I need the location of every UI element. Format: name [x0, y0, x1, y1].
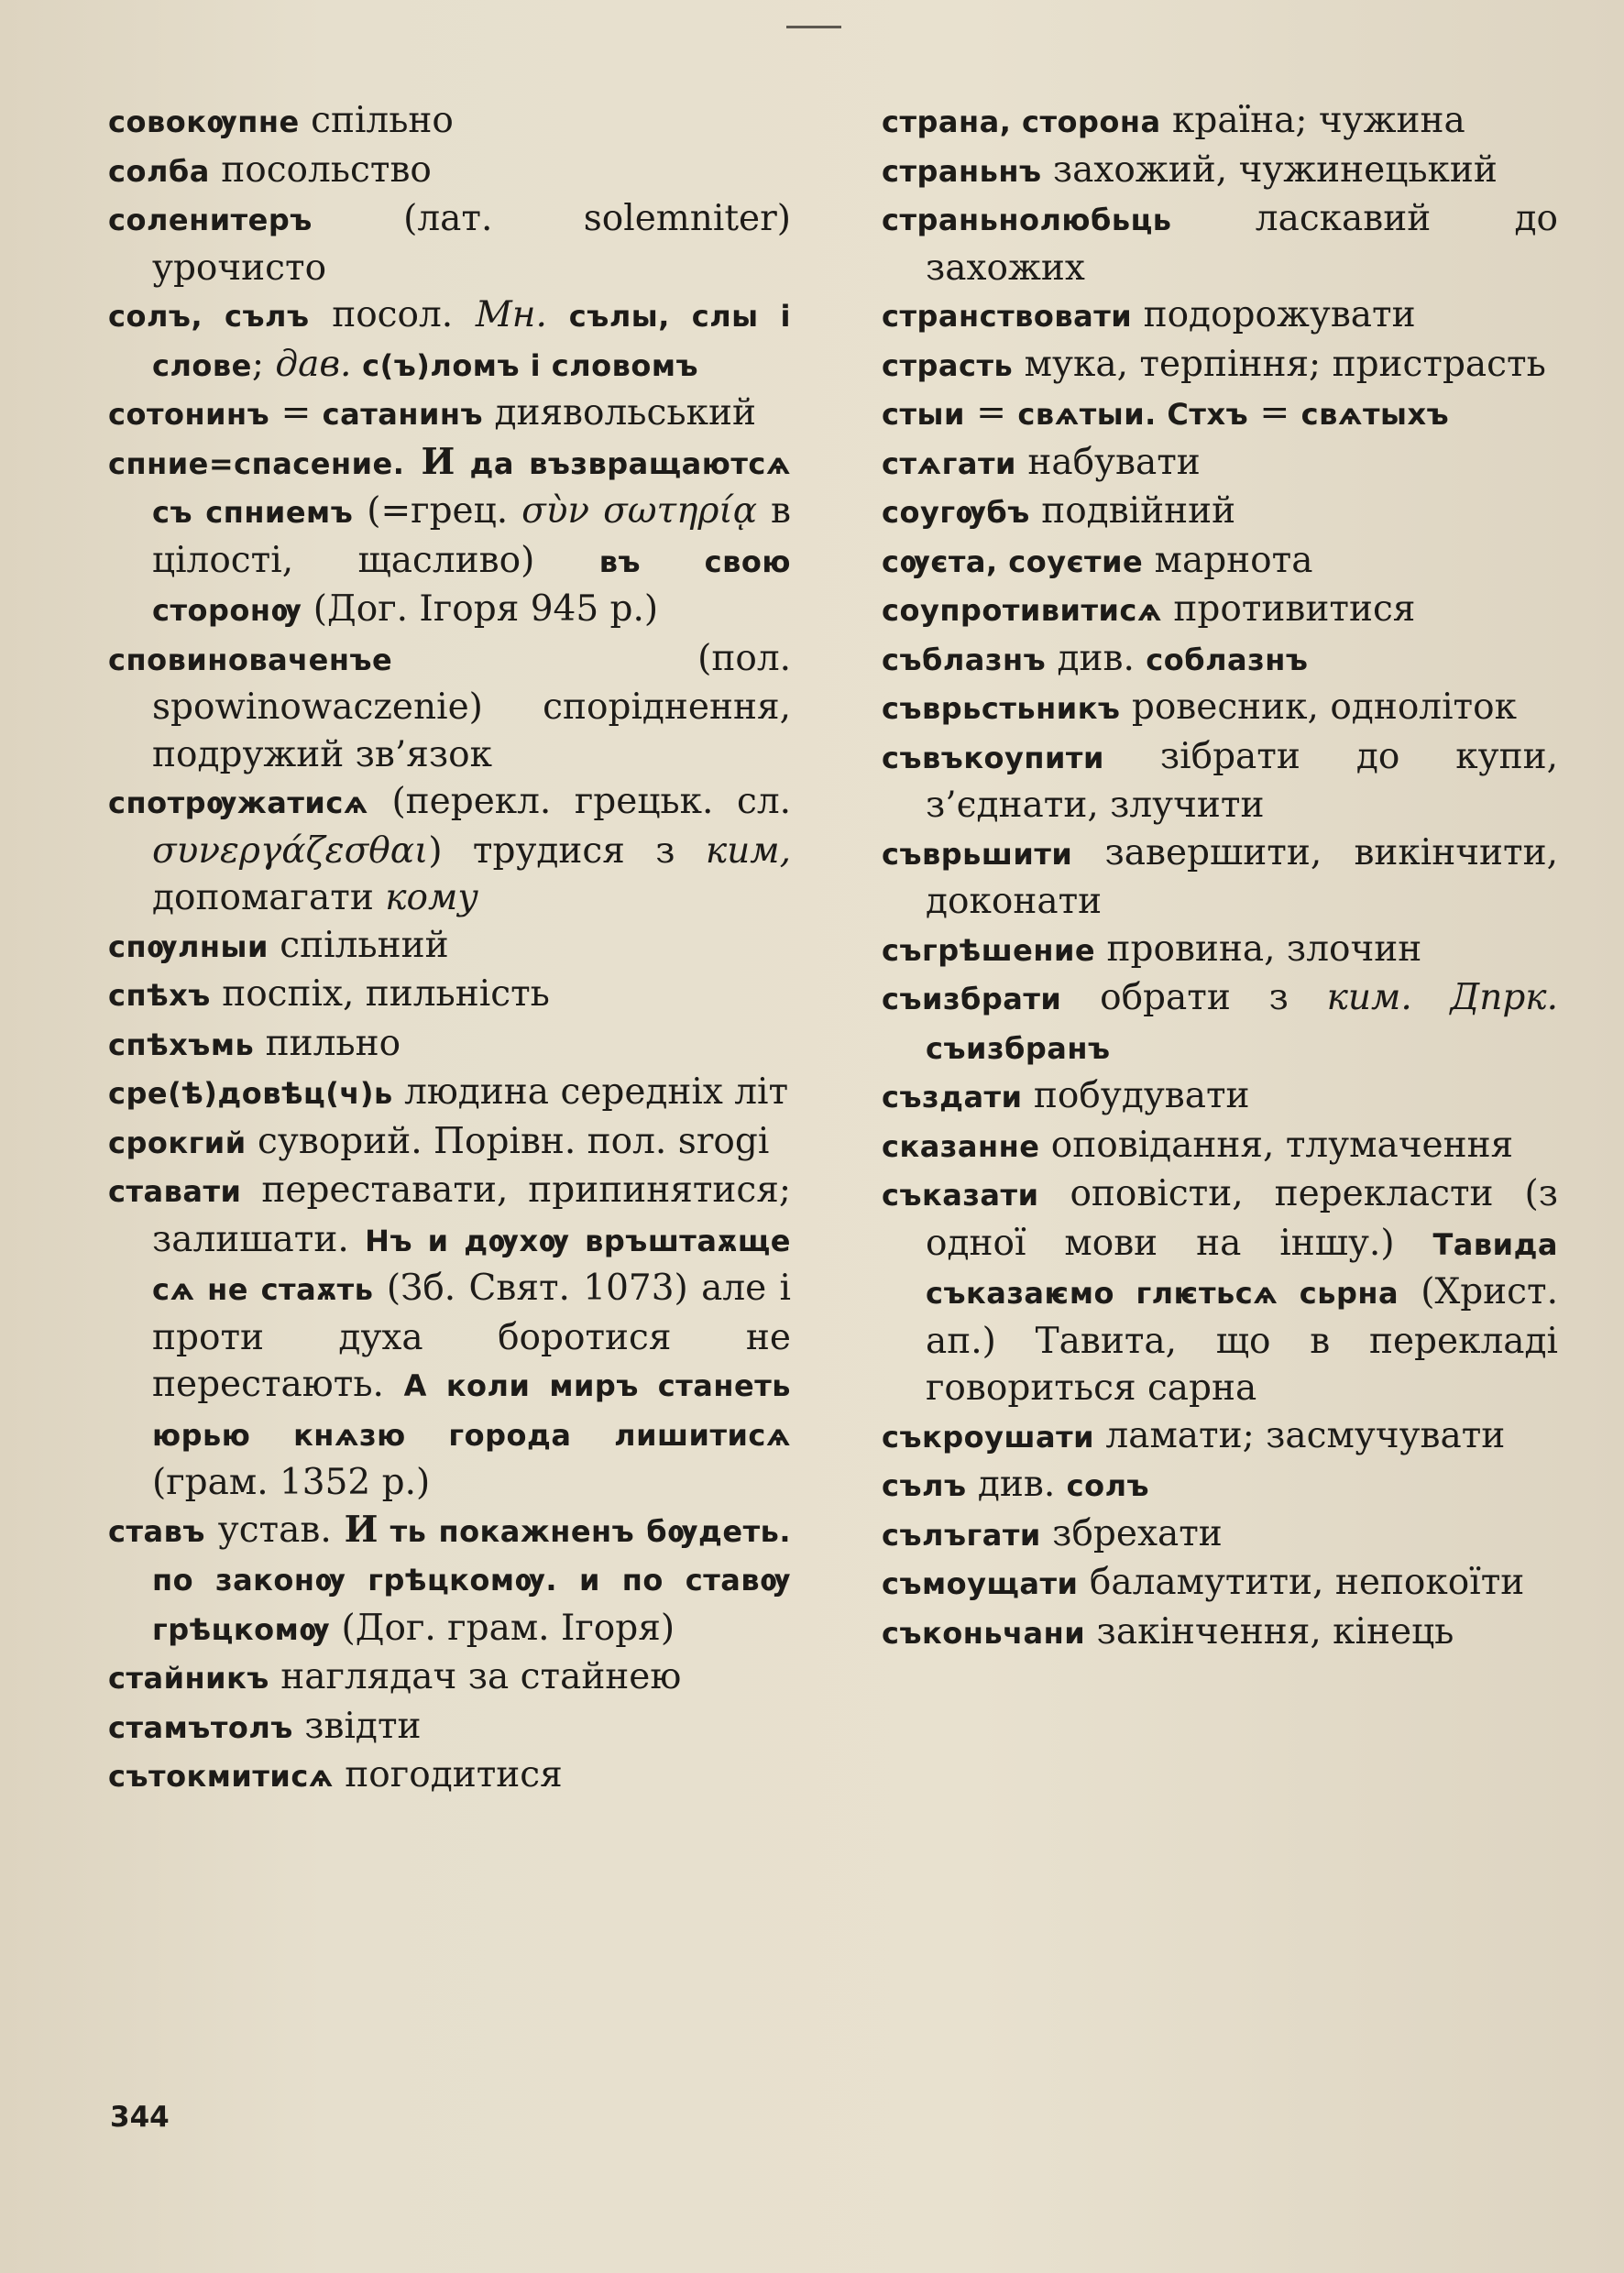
- definition-text: захожий, чужинецький: [1041, 148, 1498, 191]
- definition-text: =: [1248, 392, 1301, 434]
- headword: създати: [882, 1080, 1023, 1115]
- dictionary-entry: [108, 635, 791, 779]
- dictionary-entry: [882, 1170, 1558, 1412]
- headword: спѣхъмь: [108, 1027, 255, 1062]
- headword: спѹлныи: [108, 928, 269, 964]
- old-slavonic-text: въ свою сторонѹ: [152, 544, 791, 628]
- dictionary-entry: [882, 488, 1558, 537]
- dictionary-entry: [108, 1703, 791, 1752]
- definition-text: =: [269, 392, 323, 434]
- definition-text: спільно: [299, 100, 454, 141]
- headword: сказанне: [882, 1128, 1040, 1164]
- old-slavonic-text: сълы, слы і слове: [152, 299, 791, 383]
- dictionary-entry: [108, 1069, 791, 1118]
- headword: страньнъ: [882, 153, 1042, 189]
- definition-text: поспіх, пильність: [210, 973, 550, 1015]
- definition-text: провина, злочин: [1095, 928, 1422, 970]
- old-slavonic-text: сатанинъ: [322, 397, 484, 432]
- headword: соупротивитисѧ: [882, 593, 1163, 628]
- headword: совокѹпне: [108, 104, 300, 139]
- definition-text: диявольський: [483, 392, 756, 434]
- definition-text: зібрати до купи, з’єднати, злучити: [926, 735, 1558, 826]
- headword: сре(ѣ)довѣц(ч)ь: [108, 1076, 393, 1111]
- definition-text: ласкавий до захожих: [926, 198, 1558, 289]
- definition-text: ламати; засмучувати: [1094, 1414, 1506, 1456]
- dictionary-entry: [108, 195, 791, 291]
- dictionary-entry: [108, 1167, 791, 1507]
- dictionary-entry: [108, 778, 791, 922]
- dictionary-entry: [108, 922, 791, 972]
- dictionary-entry: [882, 1559, 1558, 1609]
- definition-text: пильно: [254, 1022, 401, 1064]
- dictionary-entry: [882, 147, 1558, 196]
- headword: ставъ: [108, 1513, 205, 1549]
- dictionary-entry: [882, 390, 1558, 439]
- headword: съизбрати: [882, 982, 1062, 1016]
- definition-text: обрати з: [1061, 977, 1327, 1018]
- definition-text: посол.: [309, 294, 476, 335]
- definition-text: закінчення, кінець: [1085, 1610, 1454, 1653]
- headword: солъ, сълъ: [108, 299, 310, 334]
- dictionary-entry: [882, 635, 1558, 685]
- headword: сѹєта, соуєтие: [882, 544, 1144, 579]
- italic-text: дав.: [275, 343, 352, 385]
- headword: съказати: [882, 1178, 1039, 1213]
- headword: съблазнъ: [882, 642, 1047, 677]
- definition-text: марнота: [1143, 539, 1313, 581]
- old-slavonic-text: свѧтыи. Стхъ: [1017, 397, 1249, 432]
- definition-text: допомагати: [152, 877, 386, 918]
- old-slavonic-text: ть покажненъ бѹдеть. по законѹ грѣцкомѹ. и по ставѹ грѣцкомѹ: [152, 1513, 792, 1647]
- italic-text: Мн.: [475, 294, 547, 335]
- headword: страна, сторона: [882, 104, 1161, 139]
- headword: съкроушати: [882, 1419, 1095, 1455]
- dictionary-entry: [108, 147, 791, 196]
- right-column: [882, 97, 1558, 1657]
- definition-text: противитися: [1162, 588, 1416, 630]
- dictionary-entry: [882, 195, 1558, 291]
- definition-text: оповісти, перекласти (з одної мови на іншу.): [926, 1173, 1558, 1264]
- old-slavonic-text: да възвращаютсѧ съ спниемъ: [152, 445, 791, 530]
- headword: солба: [108, 153, 210, 189]
- headword: страсть: [882, 347, 1014, 383]
- definition-text: спільний: [268, 924, 449, 966]
- definition-text: =: [964, 392, 1018, 434]
- definition-text: див.: [966, 1464, 1067, 1505]
- headword: спние=спасение.: [108, 445, 405, 481]
- headword: сътокмитисѧ: [108, 1759, 334, 1794]
- definition-text: погодитися: [333, 1754, 563, 1795]
- definition-text: подорожувати: [1132, 294, 1416, 335]
- headword: спѣхъ: [108, 978, 211, 1013]
- old-slavonic-text: А коли миръ станеть юрью кнѧзю города лишитисѧ: [152, 1368, 791, 1453]
- headword: соугѹбъ: [882, 495, 1030, 530]
- definition-text: побудувати: [1022, 1075, 1250, 1116]
- old-slavonic-text: съизбранъ: [926, 1030, 1111, 1066]
- definition-text: людина середніх літ: [392, 1071, 789, 1113]
- definition-text: баламутити, непокоїти: [1078, 1562, 1525, 1603]
- headword: соленитеръ: [108, 203, 313, 237]
- headword: стыи: [882, 397, 965, 432]
- definition-text: звідти: [292, 1705, 422, 1747]
- headword: сълъгати: [882, 1517, 1041, 1553]
- headword: стѧгати: [882, 445, 1016, 481]
- italic-text: кому: [385, 877, 478, 918]
- dictionary-entry: [108, 439, 791, 635]
- old-slavonic-text: Нъ и дѹхѹ връштаѫще сѧ не стаѫть: [152, 1223, 791, 1307]
- dictionary-entry: [108, 97, 791, 147]
- definition-text: подвійний: [1029, 490, 1236, 532]
- headword: спотрѹжатисѧ: [108, 785, 368, 820]
- dictionary-entry: [882, 341, 1558, 390]
- dictionary-entry: [108, 1751, 791, 1801]
- headword: стамътолъ: [108, 1709, 293, 1745]
- dictionary-entry: [882, 1461, 1558, 1510]
- italic-text: συνεργάζεσθαι: [152, 829, 429, 872]
- definition-text: (пол. spowinowaczenie) споріднення, подружий зв’язок: [152, 637, 791, 775]
- dictionary-entry: [882, 1412, 1558, 1462]
- left-column: [108, 97, 791, 1801]
- definition-text: (Дог. грам. Ігоря): [330, 1607, 675, 1649]
- dictionary-entry: [882, 537, 1558, 587]
- definition-text: устав.: [204, 1509, 345, 1551]
- headword: съмоущати: [882, 1566, 1079, 1601]
- headword: сповиноваченъе: [108, 642, 393, 677]
- definition-text: посольство: [209, 148, 432, 191]
- headword: странствовати: [882, 299, 1133, 334]
- headword: съконьчани: [882, 1615, 1086, 1651]
- dictionary-entry: [108, 971, 791, 1020]
- dictionary-entry: [882, 1072, 1558, 1122]
- headword: съвъкоупити: [882, 740, 1104, 775]
- bold-text: И: [344, 1508, 379, 1551]
- old-slavonic-text: солъ: [1066, 1468, 1150, 1503]
- old-slavonic-text: свѧтыхъ: [1300, 397, 1450, 432]
- definition-text: в цілості, щасливо): [152, 490, 791, 581]
- dictionary-entry: [882, 291, 1558, 341]
- headword: страньнолюбьць: [882, 203, 1172, 237]
- dictionary-entry: [108, 1118, 791, 1168]
- definition-text: ровесник, одноліток: [1120, 686, 1517, 728]
- headword: срокгий: [108, 1125, 247, 1160]
- dictionary-entry: [882, 1510, 1558, 1560]
- definition-text: (перекл. грецьк. сл.: [368, 781, 791, 822]
- definition-text: (грам. 1352 р.): [152, 1462, 431, 1503]
- definition-text: країна; чужина: [1160, 100, 1465, 141]
- definition-text: переставати, припинятися; залишати.: [152, 1169, 791, 1260]
- headword: съгрѣшение: [882, 932, 1096, 968]
- dictionary-entry: [882, 439, 1558, 489]
- dictionary-entry: [882, 926, 1558, 975]
- definition-text: (Христ. ап.) Тавита, що в перекладі говориться сарна: [926, 1271, 1558, 1409]
- definition-text: (=грец.: [353, 490, 522, 532]
- italic-text: ким,: [705, 829, 791, 872]
- dictionary-entry: [108, 1507, 791, 1654]
- dictionary-entry: [882, 586, 1558, 635]
- dictionary-entry: [882, 829, 1558, 926]
- definition-text: мука, терпіння; пристрасть: [1013, 343, 1546, 385]
- dictionary-entry: [882, 1122, 1558, 1171]
- bold-text: И: [404, 440, 455, 483]
- old-slavonic-text: Тавида съказаѥмо глѥтьсѧ сьрна: [926, 1226, 1558, 1311]
- headword: стайникъ: [108, 1661, 269, 1696]
- definition-text: ) трудися з: [428, 829, 706, 872]
- definition-text: (Дог. Ігоря 945 р.): [302, 588, 659, 630]
- definition-text: (Зб. Свят. 1073) але і проти духа боротися не перестають.: [152, 1268, 792, 1405]
- dictionary-entry: [882, 733, 1558, 829]
- page-number: 344: [110, 2101, 170, 2134]
- headword: сълъ: [882, 1468, 967, 1503]
- dictionary-entry: [108, 390, 791, 439]
- dictionary-entry: [882, 1609, 1558, 1658]
- definition-text: ;: [251, 343, 276, 385]
- headword: сотонинъ: [108, 397, 270, 432]
- dictionary-entry: [108, 1653, 791, 1703]
- old-slavonic-text: с(ъ)ломъ і словомъ: [351, 347, 699, 383]
- italic-text: ким. Дпрк.: [1326, 977, 1558, 1018]
- italic-text: σὺν σωτηρίᾳ: [521, 490, 758, 532]
- old-slavonic-text: соблазнъ: [1146, 642, 1309, 677]
- top-rule: [786, 26, 841, 28]
- headword: ставати: [108, 1174, 242, 1209]
- definition-text: наглядач за стайнею: [269, 1656, 682, 1697]
- headword: съврьшити: [882, 836, 1073, 872]
- definition-text: суворий. Порівн. пол. srogi: [246, 1120, 770, 1162]
- dictionary-entry: [882, 97, 1558, 147]
- dictionary-entry: [108, 1020, 791, 1070]
- definition-text: завершити, викінчити, доконати: [926, 831, 1558, 922]
- definition-text: (лат. solemniter) урочисто: [152, 198, 791, 289]
- dictionary-entry: [882, 684, 1558, 733]
- definition-text: збрехати: [1040, 1512, 1223, 1554]
- dictionary-entry: [882, 974, 1558, 1072]
- dictionary-entry: [108, 291, 791, 390]
- definition-text: див.: [1046, 637, 1147, 679]
- definition-text: оповідання, тлумачення: [1039, 1124, 1514, 1166]
- headword: съврьстьникъ: [882, 691, 1121, 726]
- definition-text: набувати: [1015, 441, 1201, 483]
